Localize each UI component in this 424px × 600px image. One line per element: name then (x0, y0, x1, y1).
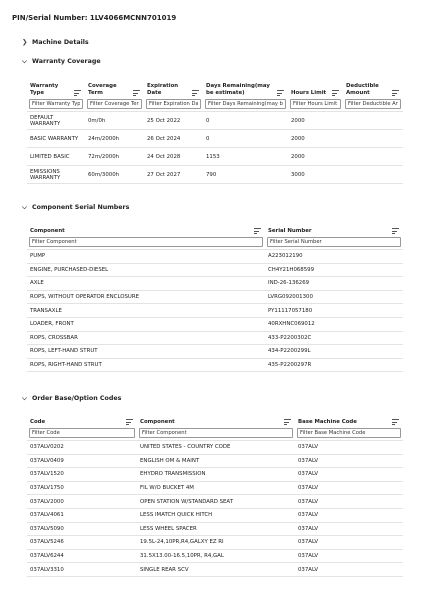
table-row (27, 441, 403, 455)
table-row (27, 290, 403, 304)
table-row (27, 495, 403, 509)
table-cell: SINGLE REAR SCV (137, 563, 295, 577)
table-row (27, 148, 403, 166)
table-row (27, 304, 403, 318)
table-cell: 2000 (288, 148, 343, 166)
table-cell: LOADER, FRONT (27, 317, 265, 331)
table-cell: LVRG092001300 (265, 290, 403, 304)
table-cell: 037ALV6244 (27, 549, 137, 563)
table-row (27, 250, 403, 264)
table-cell: 26 Oct 2024 (144, 130, 203, 148)
filter-serial-number-input[interactable] (267, 237, 401, 247)
col-code[interactable]: Code (27, 417, 137, 427)
col-expiration-date[interactable]: Expiration Date (144, 80, 203, 98)
order-option-codes-toggle[interactable] (22, 394, 121, 403)
table-cell: 037ALV4061 (27, 508, 137, 522)
column-menu-icon[interactable] (392, 228, 399, 234)
chevron-down-icon: ⌵ (22, 203, 27, 211)
col-days-remaining[interactable]: Days Remaining(may be estimate) (203, 80, 288, 98)
column-menu-icon[interactable] (133, 90, 140, 96)
order-option-codes-title: Order Base/Option Codes (32, 395, 122, 402)
table-cell: PY11117057180 (265, 304, 403, 318)
table-cell: 24m/2000h (85, 130, 144, 148)
table-cell: 037ALV (295, 563, 403, 577)
table-row (27, 481, 403, 495)
filter-days-remaining-input[interactable] (205, 99, 286, 109)
table-cell: 72m/2000h (85, 148, 144, 166)
table-cell: ENGLISH OM & MAINT (137, 454, 295, 468)
filter-expiration-date-input[interactable] (146, 99, 201, 109)
table-cell: 037ALV (295, 454, 403, 468)
table-row (27, 508, 403, 522)
table-cell: 037ALV5090 (27, 522, 137, 536)
filter-deductible-amount-input[interactable] (345, 99, 401, 109)
component-serial-table (27, 226, 403, 372)
table-row (27, 112, 403, 130)
table-cell: LIMITED BASIC (27, 148, 85, 166)
table-cell: 0 (203, 112, 288, 130)
col-coverage-term[interactable]: Coverage Term (85, 80, 144, 98)
table-cell: A223012190 (265, 250, 403, 264)
column-menu-icon[interactable] (332, 90, 339, 96)
column-menu-icon[interactable] (277, 90, 284, 96)
table-row (27, 522, 403, 536)
chevron-down-icon: ⌵ (22, 394, 27, 402)
table-cell: 60m/3000h (85, 166, 144, 184)
chevron-right-icon: ❯ (22, 38, 28, 46)
machine-details-toggle[interactable] (22, 38, 89, 46)
table-row (27, 317, 403, 331)
table-cell: LESS WHEEL SPACER (137, 522, 295, 536)
table-row (27, 563, 403, 577)
table-cell: PUMP (27, 250, 265, 264)
table-cell: CH4Y21H068599 (265, 263, 403, 277)
table-cell: 31.5X13.00-16.5,10PR, R4,GAL (137, 549, 295, 563)
table-cell: 434-P2200299L (265, 345, 403, 359)
filter-component-input[interactable] (29, 237, 263, 247)
col-component[interactable]: Component (27, 226, 265, 236)
table-cell: LESS IMATCH QUICK HITCH (137, 508, 295, 522)
table-cell: 037ALV5246 (27, 536, 137, 550)
table-cell: 0m/0h (85, 112, 144, 130)
table-cell: 037ALV (295, 522, 403, 536)
table-row (27, 549, 403, 563)
filter-warranty-type-input[interactable] (29, 99, 83, 109)
column-menu-icon[interactable] (254, 228, 261, 234)
table-cell: ROPS, RIGHT-HAND STRUT (27, 358, 265, 372)
table-cell: 037ALV (295, 508, 403, 522)
filter-code-input[interactable] (29, 428, 135, 438)
column-menu-icon[interactable] (126, 419, 133, 425)
table-cell: 24 Oct 2028 (144, 148, 203, 166)
column-menu-icon[interactable] (74, 90, 81, 96)
table-row (27, 166, 403, 184)
table-cell: FIL W/O BUCKET 4M (137, 481, 295, 495)
col-deductible-amount[interactable]: Deductible Amount (343, 80, 403, 98)
table-cell (343, 112, 403, 130)
table-row (27, 130, 403, 148)
table-cell: 037ALV (295, 481, 403, 495)
table-cell (343, 166, 403, 184)
warranty-coverage-title: Warranty Coverage (32, 58, 101, 65)
filter-hours-limit-input[interactable] (290, 99, 341, 109)
table-row (27, 263, 403, 277)
table-cell: 037ALV (295, 495, 403, 509)
table-cell: 433-P2200302C (265, 331, 403, 345)
table-cell: 790 (203, 166, 288, 184)
table-cell: ROPS, WITHOUT OPERATOR ENCLOSURE (27, 290, 265, 304)
table-cell: 037ALV (295, 549, 403, 563)
table-row (27, 536, 403, 550)
col-base-machine-code[interactable]: Base Machine Code (295, 417, 403, 427)
table-cell: TRANSAXLE (27, 304, 265, 318)
col-serial-number[interactable]: Serial Number (265, 226, 403, 236)
table-cell: 037ALV0202 (27, 441, 137, 455)
table-cell (343, 148, 403, 166)
table-cell: 40RXHNC069012 (265, 317, 403, 331)
table-cell: DEFAULT WARRANTY (27, 112, 85, 130)
table-cell: 037ALV1520 (27, 468, 137, 482)
table-cell: 1153 (203, 148, 288, 166)
table-cell: ROPS, CROSSBAR (27, 331, 265, 345)
column-menu-icon[interactable] (392, 90, 399, 96)
col-warranty-type[interactable]: Warranty Type (27, 80, 85, 98)
table-cell: 2000 (288, 112, 343, 130)
table-cell: 037ALV (295, 468, 403, 482)
table-cell: 19.5L-24,10PR,R4,GALXY EZ RI (137, 536, 295, 550)
table-cell: 3000 (288, 166, 343, 184)
column-menu-icon[interactable] (392, 419, 399, 425)
table-cell: 037ALV1750 (27, 481, 137, 495)
machine-details-title: Machine Details (32, 38, 89, 46)
table-cell: 435-P2200297R (265, 358, 403, 372)
table-cell: 037ALV (295, 536, 403, 550)
table-cell: OPEN STATION W/STANDARD SEAT (137, 495, 295, 509)
chevron-down-icon: ⌵ (22, 57, 27, 65)
table-cell: IND-26-136269 (265, 277, 403, 291)
table-row (27, 468, 403, 482)
table-row (27, 345, 403, 359)
table-cell (343, 130, 403, 148)
table-cell: UNITED STATES - COUNTRY CODE (137, 441, 295, 455)
component-serial-numbers-title: Component Serial Numbers (32, 204, 130, 211)
col-option-component[interactable]: Component (137, 417, 295, 427)
table-cell: 037ALV3310 (27, 563, 137, 577)
table-row (27, 277, 403, 291)
table-cell: 27 Oct 2027 (144, 166, 203, 184)
table-cell: 2000 (288, 130, 343, 148)
table-cell: 037ALV2000 (27, 495, 137, 509)
table-row (27, 454, 403, 468)
table-cell: 037ALV0409 (27, 454, 137, 468)
table-cell: 0 (203, 130, 288, 148)
table-cell: BASIC WARRANTY (27, 130, 85, 148)
table-cell: ENGINE, PURCHASED-DIESEL (27, 263, 265, 277)
warranty-table (27, 80, 403, 184)
filter-coverage-term-input[interactable] (87, 99, 142, 109)
table-cell: 25 Oct 2022 (144, 112, 203, 130)
col-hours-limit[interactable]: Hours Limit (288, 80, 343, 98)
table-row (27, 331, 403, 345)
table-cell: AXLE (27, 277, 265, 291)
table-cell: ROPS, LEFT-HAND STRUT (27, 345, 265, 359)
column-menu-icon[interactable] (192, 90, 199, 96)
warranty-coverage-toggle[interactable] (22, 57, 101, 66)
table-row (27, 358, 403, 372)
filter-base-machine-code-input[interactable] (297, 428, 401, 438)
pin-serial-title: PIN/Serial Number: 1LV4066MCNN701019 (12, 14, 177, 22)
filter-option-component-input[interactable] (139, 428, 293, 438)
table-cell: EMISSIONS WARRANTY (27, 166, 85, 184)
table-cell: EHYDRO TRANSMISSION (137, 468, 295, 482)
component-serial-numbers-toggle[interactable] (22, 203, 129, 212)
table-cell: 037ALV (295, 441, 403, 455)
option-codes-table (27, 417, 403, 577)
column-menu-icon[interactable] (284, 419, 291, 425)
